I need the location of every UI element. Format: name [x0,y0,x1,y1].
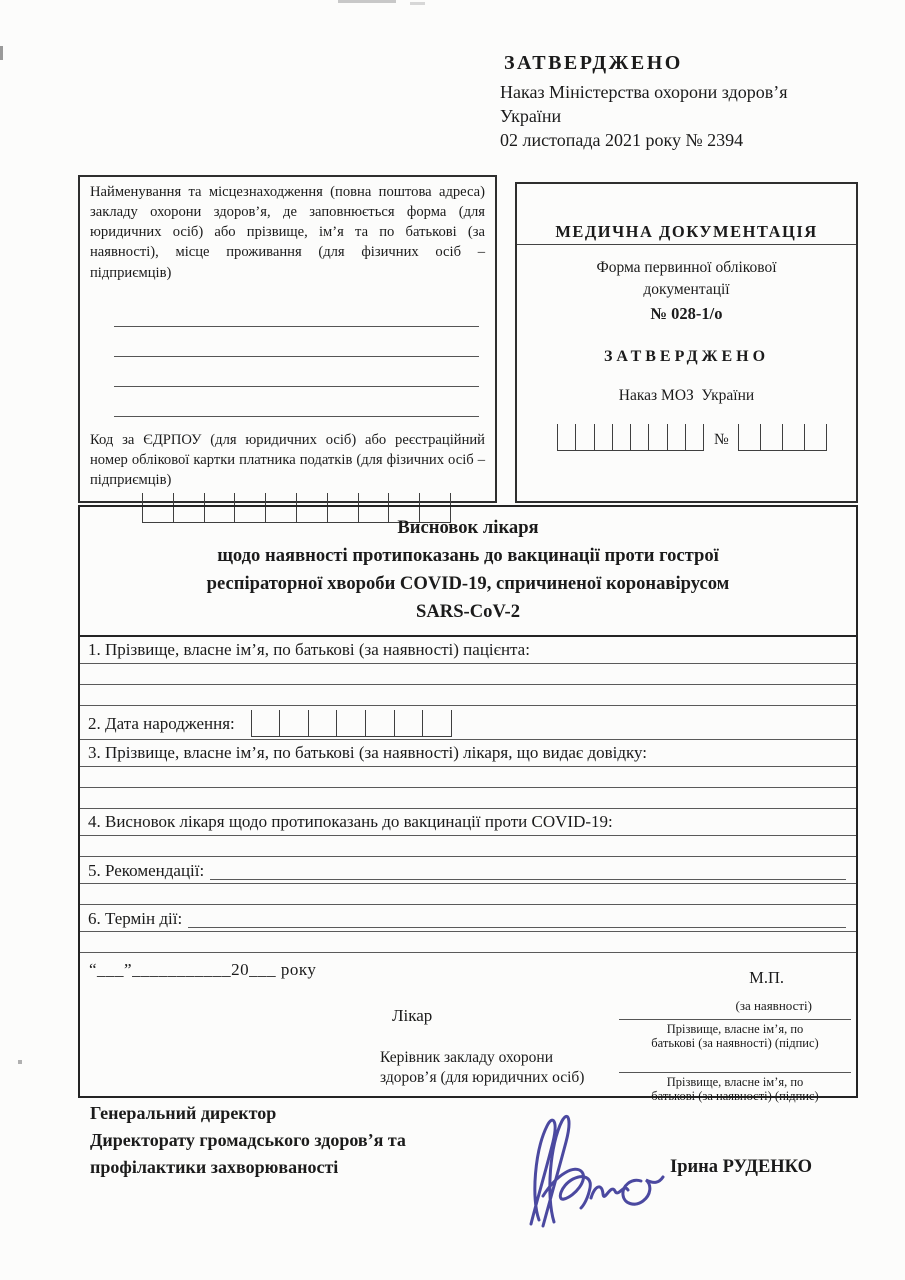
title-line: Висновок лікаря [397,517,539,538]
signature-caption-line: батькові (за наявності) (підпис) [651,1036,819,1051]
comb-cell [365,710,394,736]
director-position-line: профілактики захворюваності [90,1157,339,1177]
blank-write-in-row [80,767,856,788]
comb-cell [782,424,804,450]
signer-name: Ірина РУДЕНКО [670,1157,813,1177]
comb-cell [336,710,365,736]
comb-cell [667,424,685,450]
item-5-recommendations-row [80,857,856,884]
title-line: респіраторної хвороби COVID-19, спричиненої коронавірусом [206,572,730,594]
item-1-patient-name-label: 1. Прізвище, власне ім’я, по батькові (за наявності) пацієнта: [80,637,856,664]
comb-cell [738,424,760,450]
director-position-line: Генеральний директор [90,1103,277,1123]
blank-write-in-row [80,788,856,809]
approval-order-line: 02 листопада 2021 року № 2394 [500,129,744,150]
comb-cell [557,424,575,450]
birth-date-boxes [251,710,452,737]
approval-order-line: України [500,105,562,126]
director-position-title [90,1100,406,1181]
head-signer-label [380,1048,584,1090]
signature-caption-line: Прізвище, власне ім’я, по [666,1021,804,1036]
item-6-validity-label: 6. Термін дії: [88,908,183,928]
blank-write-in-row [80,884,856,905]
item-6-validity-row [80,905,856,932]
signature-block [80,953,856,1104]
doc-info-box [515,182,858,503]
comb-cell [279,710,308,736]
form-table [78,505,858,1104]
scan-artifact [338,0,396,3]
institution-description: Найменування та місцезнаходження (повна поштова адреса) закладу охорони здоров’я, де заповнюється форма (для юридичних осіб) або прізвище, ім’я та по батькові (за наявності), місце проживання (для фізичних осіб – підприємців) [90,184,485,281]
blank-line [114,357,479,387]
stamp-note: (за наявності) [735,997,812,1013]
comb-cell [594,424,612,450]
inline-write-in-rule [210,861,846,880]
comb-cell [685,424,703,450]
blank-line [114,297,479,327]
item-4-conclusion-label: 4. Висновок лікаря щодо протипоказань до вакцинації проти COVID-19: [80,809,856,836]
comb-cell [648,424,666,450]
stamp-place-label: М.П. [749,967,784,987]
comb-cell [575,424,593,450]
blank-write-in-row [80,664,856,685]
comb-cell [760,424,782,450]
blank-write-in-row [80,836,856,857]
comb-cell [422,710,451,736]
inline-write-in-rule [188,909,846,928]
order-number-boxes [738,424,827,451]
doctor-signature-line [619,1019,851,1052]
comb-cell [308,710,337,736]
title-line: щодо наявності протипоказань до вакцинації проти гострої [217,544,719,566]
item-3-doctor-name-label: 3. Прізвище, власне ім’я, по батькові (за наявності) лікаря, що видає довідку: [80,740,856,767]
order-date-boxes [557,424,704,451]
head-signer-label-line: здоров’я (для юридичних осіб) [380,1069,585,1087]
head-signature-line [619,1072,851,1105]
scan-artifact [18,1060,22,1064]
scan-artifact [410,2,425,5]
item-5-recommendations-label: 5. Рекомендації: [88,860,205,880]
order-number-row [557,424,856,451]
comb-cell [394,710,423,736]
director-position-line: Директорату громадського здоров’я та [90,1130,406,1150]
blank-write-in-row [80,685,856,706]
title-line: SARS-CoV-2 [416,600,520,622]
comb-cell [612,424,630,450]
comb-cell [251,710,280,736]
comb-cell [804,424,826,450]
item-2-birth-date-row [80,706,856,740]
blank-line [114,327,479,357]
medical-documentation-label: МЕДИЧНА ДОКУМЕНТАЦІЯ [517,184,856,245]
numero-sign: № [714,430,729,448]
item-2-birth-date-label: 2. Дата народження: [88,713,235,733]
head-signer-label-line: Керівник закладу охорони [380,1048,554,1066]
form-type-line: Форма первинної облікової [596,259,777,276]
handwritten-signature-icon [505,1108,670,1233]
moz-order-line: Наказ МОЗ України [618,386,755,404]
blank-line [114,387,479,417]
approved-stamp-text: ЗАТВЕРДЖЕНО [603,347,770,365]
document-title [80,507,856,637]
signature-caption-line: Прізвище, власне ім’я, по [666,1074,804,1089]
signature-caption-line: батькові (за наявності) (підпис) [651,1089,819,1104]
edrpou-label: Код за ЄДРПОУ (для юридичних осіб) або реєстраційний номер облікової картки платника податків (для фізичних осіб – підприємців) [90,431,485,488]
approval-stamp-text: ЗАТВЕРДЖЕНО [504,52,683,74]
form-type-line: документації [643,281,730,299]
scan-artifact [0,46,3,60]
approval-header [500,52,890,152]
doctor-signer-label: Лікар [392,1005,433,1025]
form-number: № 028-1/о [650,303,723,323]
approval-order-line: Наказ Міністерства охорони здоров’я [500,82,788,102]
institution-box [78,175,497,503]
fill-in-date-line: “___”___________20___ року [89,959,317,979]
comb-cell [630,424,648,450]
institution-write-in-lines [114,297,479,417]
blank-write-in-row [80,932,856,953]
